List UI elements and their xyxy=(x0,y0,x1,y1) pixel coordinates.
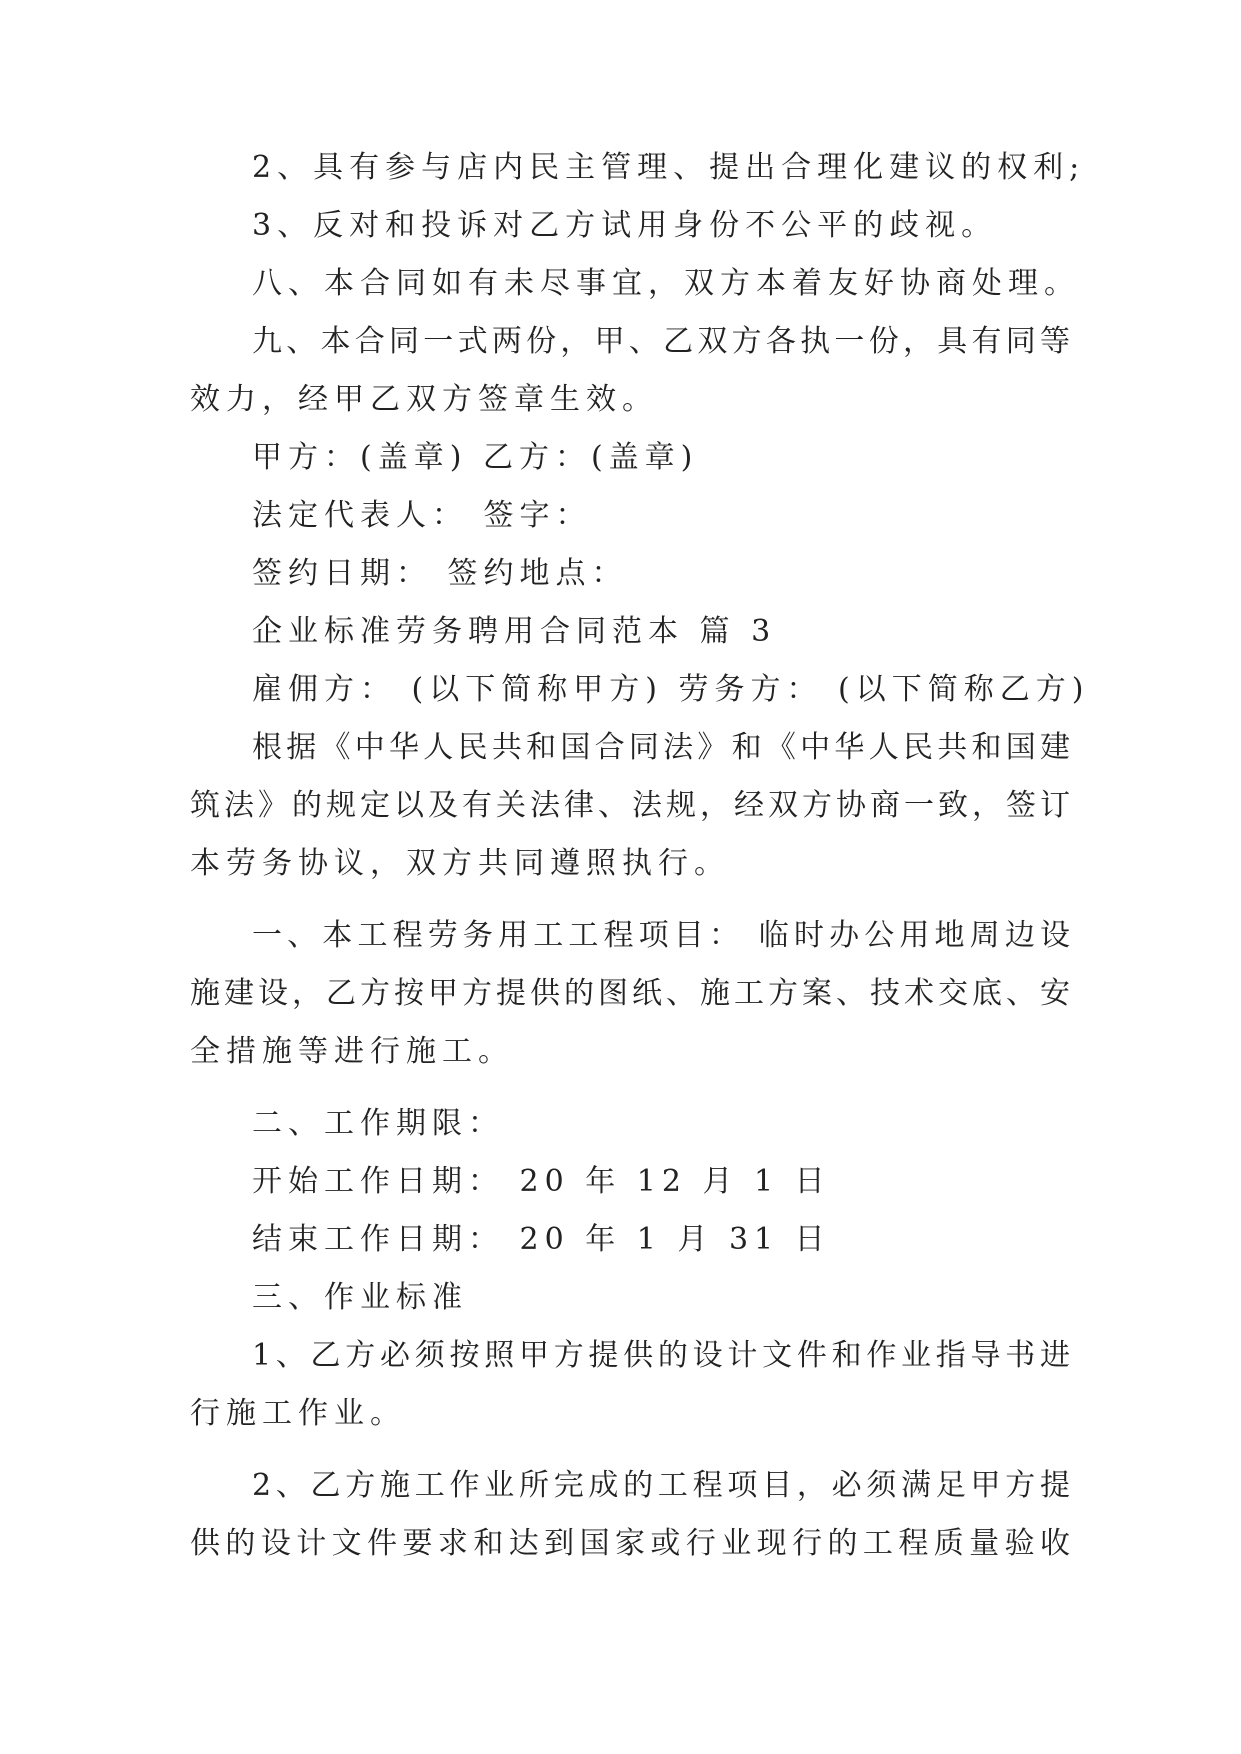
paragraph-line: 3、反对和投诉对乙方试用身份不公平的歧视。 xyxy=(252,208,998,243)
paragraph-line: 一、本工程劳务用工工程项目： 临时办公用地周边设 xyxy=(252,918,1070,953)
paragraph-line: 结束工作日期： 20 年 1 月 31 日 xyxy=(252,1222,831,1257)
paragraph-line: 供的设计文件要求和达到国家或行业现行的工程质量验收 xyxy=(190,1526,1070,1561)
paragraph-line: 三、作业标准 xyxy=(252,1280,468,1315)
paragraph-line: 1、乙方必须按照甲方提供的设计文件和作业指导书进 xyxy=(252,1338,1070,1373)
paragraph-line: 根据《中华人民共和国合同法》和《中华人民共和国建 xyxy=(252,730,1070,765)
paragraph-line: 施建设，乙方按甲方提供的图纸、施工方案、技术交底、安 xyxy=(190,976,1070,1011)
signature-line: 法定代表人： 签字： xyxy=(252,498,592,533)
paragraph-line: 2、乙方施工作业所完成的工程项目，必须满足甲方提 xyxy=(252,1468,1070,1503)
paragraph-line: 开始工作日期： 20 年 12 月 1 日 xyxy=(252,1164,831,1199)
paragraph-line: 行施工作业。 xyxy=(190,1396,406,1431)
paragraph-line: 二、工作期限： xyxy=(252,1106,504,1141)
signature-line: 甲方：(盖章) 乙方：(盖章) xyxy=(252,440,699,475)
signature-line: 签约日期： 签约地点： xyxy=(252,556,628,591)
paragraph-line: 全措施等进行施工。 xyxy=(190,1034,514,1069)
section-heading: 企业标准劳务聘用合同范本 篇 3 xyxy=(252,614,777,649)
paragraph-line: 本劳务协议，双方共同遵照执行。 xyxy=(190,846,730,881)
paragraph-line: 八、本合同如有未尽事宜，双方本着友好协商处理。 xyxy=(252,266,1080,301)
paragraph-line: 筑法》的规定以及有关法律、法规，经双方协商一致，签订 xyxy=(190,788,1070,823)
paragraph-line: 效力，经甲乙双方签章生效。 xyxy=(190,382,658,417)
paragraph-line: 2、具有参与店内民主管理、提出合理化建议的权利; xyxy=(252,150,1086,185)
paragraph-line: 九、本合同一式两份，甲、乙双方各执一份，具有同等 xyxy=(252,324,1070,359)
paragraph-line: 雇佣方： (以下简称甲方) 劳务方： (以下简称乙方) xyxy=(252,672,1090,707)
